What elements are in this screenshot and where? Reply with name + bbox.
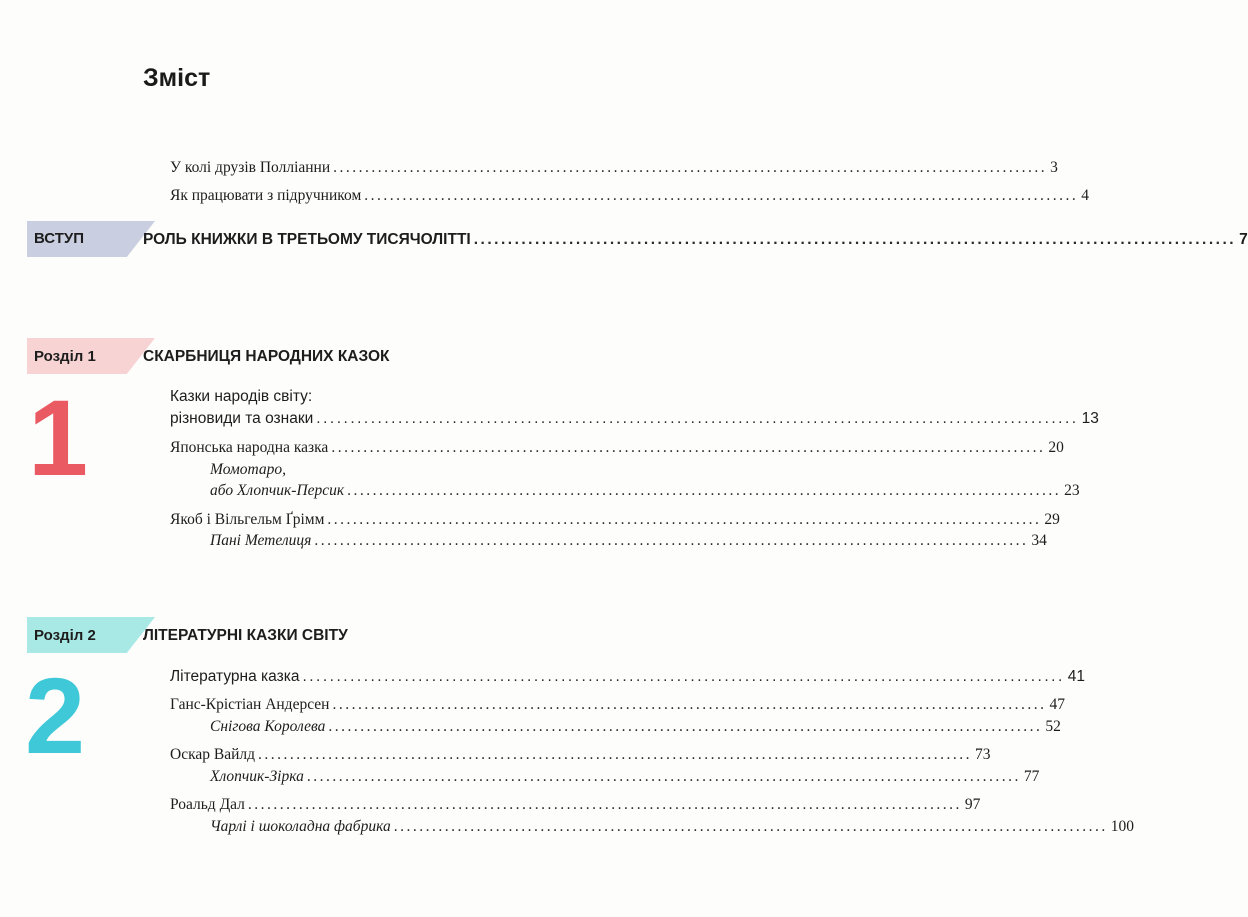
toc-entry-grimm[interactable] [170,510,1060,530]
toc-entry-label: Снігова Королева [210,718,326,735]
toc-entry-label: різновиди та ознаки [170,410,314,427]
toc-entry-momotaro-1[interactable] [210,460,558,480]
dot-leader: ................................................................................................................ [331,439,1046,456]
toc-entry-intro[interactable] [143,230,1248,250]
section2-number: 2 [25,655,86,776]
dot-leader: ................................................................................................................ [258,746,973,763]
toc-entry-dahl[interactable] [170,795,981,815]
toc-entry-charlie[interactable] [210,817,1134,837]
toc-entry-folk-tales-2[interactable] [170,409,1099,429]
toc-entry-wilde[interactable] [170,745,991,765]
toc-entry-page: 29 [1044,511,1060,528]
toc-entry-how-to-use[interactable] [170,186,1090,206]
dot-leader: ................................................................................................................ [393,818,1108,835]
toc-entry-label: Чарлі і шоколадна фабрика [210,818,391,835]
toc-entry-label: або Хлопчик-Персик [210,482,345,499]
toc-entry-label: Літературна казка [170,668,300,685]
toc-entry-page: 7 [1239,231,1248,248]
dot-leader: ................................................................................................................ [247,796,962,813]
toc-entry-page: 34 [1031,532,1047,549]
dot-leader: ................................................................................................................ [316,410,1079,427]
toc-entry-page: 4 [1081,187,1090,204]
toc-entry-andersen[interactable] [170,695,1065,715]
toc-entry-japanese-tale[interactable] [170,438,1064,458]
page-title: Зміст [143,64,211,92]
toc-entry-page: 73 [975,746,991,763]
toc-entry-label: Як працювати з підручником [170,187,362,204]
intro-title: РОЛЬ КНИЖКИ В ТРЕТЬОМУ ТИСЯЧОЛІТТІ [143,231,471,248]
toc-entry-page: 13 [1081,410,1099,427]
section1-title: СКАРБНИЦЯ НАРОДНИХ КАЗОК [143,348,390,365]
section1-number: 1 [28,377,89,498]
toc-entry-momotaro-2[interactable] [210,481,1080,501]
toc-entry-label: Хлопчик-Зірка [210,768,304,785]
dot-leader: ................................................................................................................ [327,511,1042,528]
section2-tag: Розділ 2 [34,627,96,644]
dot-leader: ................................................................................................................ [332,696,1047,713]
toc-entry-mother-holle[interactable] [210,531,1047,551]
toc-entry-page: 97 [964,796,981,813]
toc-entry-page: 100 [1110,818,1134,835]
toc-entry-label: Казки народів світу: [170,388,313,405]
toc-entry-page: 47 [1049,696,1065,713]
toc-entry-polyanna[interactable] [170,158,1058,178]
toc-entry-label: Пані Метелиця [210,532,312,549]
toc-entry-folk-tales-1[interactable] [170,387,558,407]
section1-tag: Розділ 1 [34,348,96,365]
section2-title: ЛІТЕРАТУРНІ КАЗКИ СВІТУ [143,627,348,644]
toc-entry-page: 3 [1050,159,1058,176]
toc-entry-page: 77 [1023,768,1040,785]
dot-leader: ................................................................................................................ [473,231,1237,248]
intro-tag: ВСТУП [34,230,84,247]
toc-entry-label: У колі друзів Полліанни [170,159,331,176]
toc-entry-label: Якоб і Вільгельм Ґрімм [170,511,325,528]
toc-entry-literary-tale[interactable] [170,667,1086,687]
toc-entry-label: Роальд Дал [170,796,245,813]
toc-entry-page: 23 [1064,482,1080,499]
dot-leader: ................................................................................................................ [333,159,1048,176]
dot-leader: ................................................................................................................ [328,718,1043,735]
dot-leader: ................................................................................................................ [347,482,1062,499]
toc-entry-page: 41 [1067,668,1086,685]
toc-entry-label: Оскар Вайлд [170,746,256,763]
toc-entry-label: Японська народна казка [170,439,329,456]
toc-entry-page: 20 [1048,439,1064,456]
toc-entry-star-child[interactable] [210,767,1040,787]
toc-entry-snow-queen[interactable] [210,717,1061,737]
toc-entry-page: 52 [1045,718,1061,735]
toc-entry-label: Ганс-Крістіан Андерсен [170,696,330,713]
dot-leader: ................................................................................................................ [314,532,1029,549]
toc-entry-label: Момотаро, [210,461,287,478]
dot-leader: ................................................................................................................ [302,668,1065,685]
dot-leader: ................................................................................................................ [306,768,1021,785]
dot-leader: ................................................................................................................ [364,187,1079,204]
